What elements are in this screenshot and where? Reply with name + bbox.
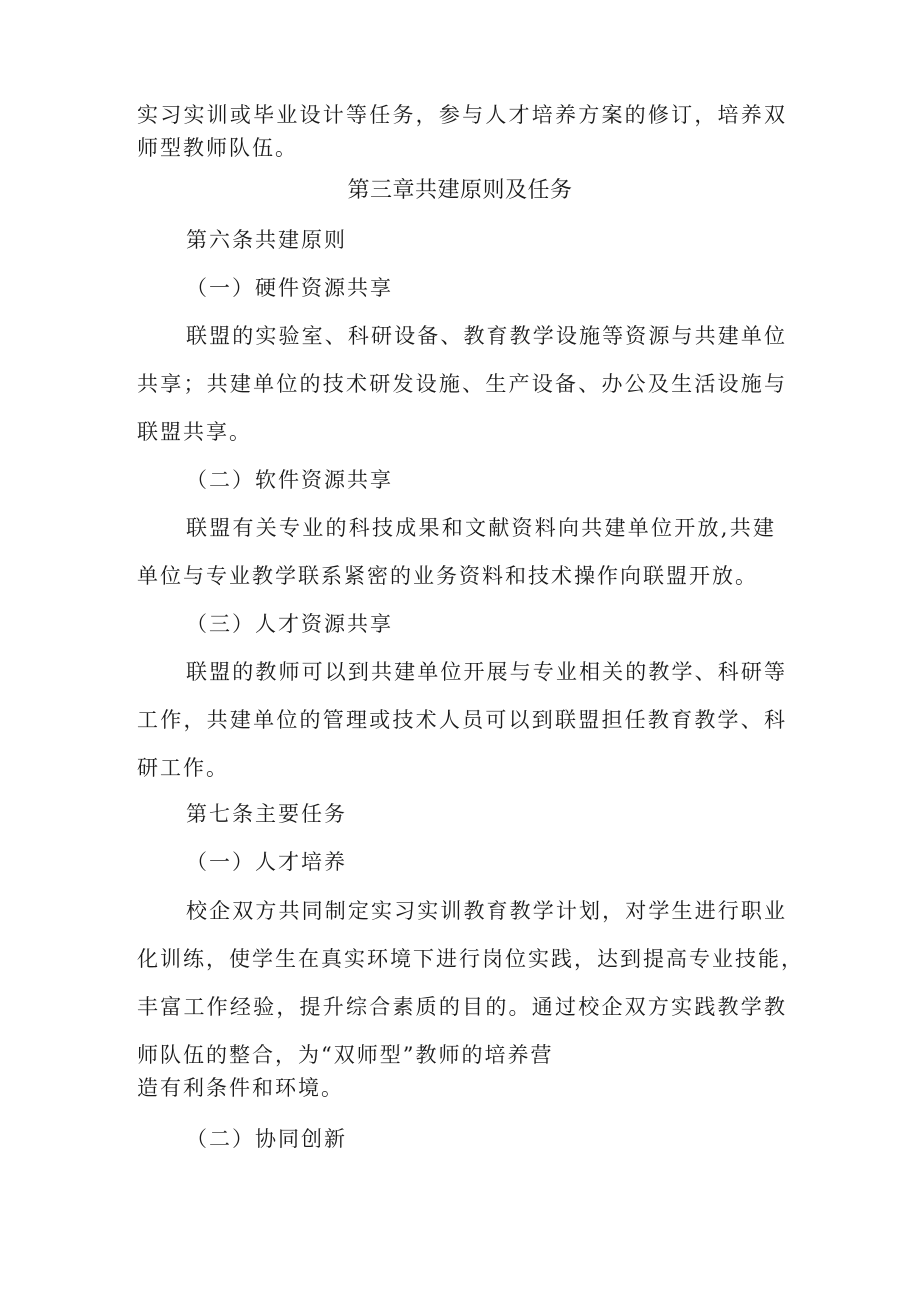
paragraph-line: 丰富工作经验，提升综合素质的目的。通过校企双方实践教学教 bbox=[137, 995, 787, 1019]
paragraph-line: 师队伍的整合，为“双师型”教师的培养营 bbox=[137, 1043, 554, 1067]
paragraph-line: 工作，共建单位的管理或技术人员可以到联盟担任教育教学、科 bbox=[137, 708, 787, 732]
paragraph-line: 实习实训或毕业设计等任务，参与人才培养方案的修订，培养双 bbox=[137, 103, 787, 127]
section-heading: （二）协同创新 bbox=[186, 1127, 347, 1151]
section-heading: （二）软件资源共享 bbox=[186, 468, 393, 492]
paragraph-line: 化训练，使学生在真实环境下进行岗位实践，达到提高专业技能， bbox=[137, 947, 804, 971]
chapter-title: 第三章共建原则及任务 bbox=[347, 178, 573, 203]
paragraph-line: 造有利条件和环境。 bbox=[137, 1076, 344, 1100]
paragraph-line: 共享；共建单位的技术研发设施、生产设备、办公及生活设施与 bbox=[137, 372, 787, 396]
paragraph-line: 校企双方共同制定实习实训教育教学计划，对学生进行职业 bbox=[186, 899, 787, 923]
article-heading: 第六条共建原则 bbox=[186, 228, 347, 252]
paragraph-line: 联盟的教师可以到共建单位开展与专业相关的教学、科研等 bbox=[186, 660, 787, 684]
paragraph-line: 联盟的实验室、科研设备、教育教学设施等资源与共建单位 bbox=[186, 324, 787, 348]
section-heading: （一）硬件资源共享 bbox=[186, 276, 393, 300]
paragraph-line: 联盟有关专业的科技成果和文献资料向共建单位开放,共建 bbox=[186, 516, 776, 540]
article-heading: 第七条主要任务 bbox=[186, 802, 347, 826]
paragraph-line: 师型教师队伍。 bbox=[137, 136, 298, 160]
section-heading: （三）人才资源共享 bbox=[186, 612, 393, 636]
paragraph-line: 单位与专业教学联系紧密的业务资料和技术操作向联盟开放。 bbox=[137, 564, 758, 588]
paragraph-line: 研工作。 bbox=[137, 756, 229, 780]
paragraph-line: 联盟共享。 bbox=[137, 420, 252, 444]
section-heading: （一）人才培养 bbox=[186, 850, 347, 874]
